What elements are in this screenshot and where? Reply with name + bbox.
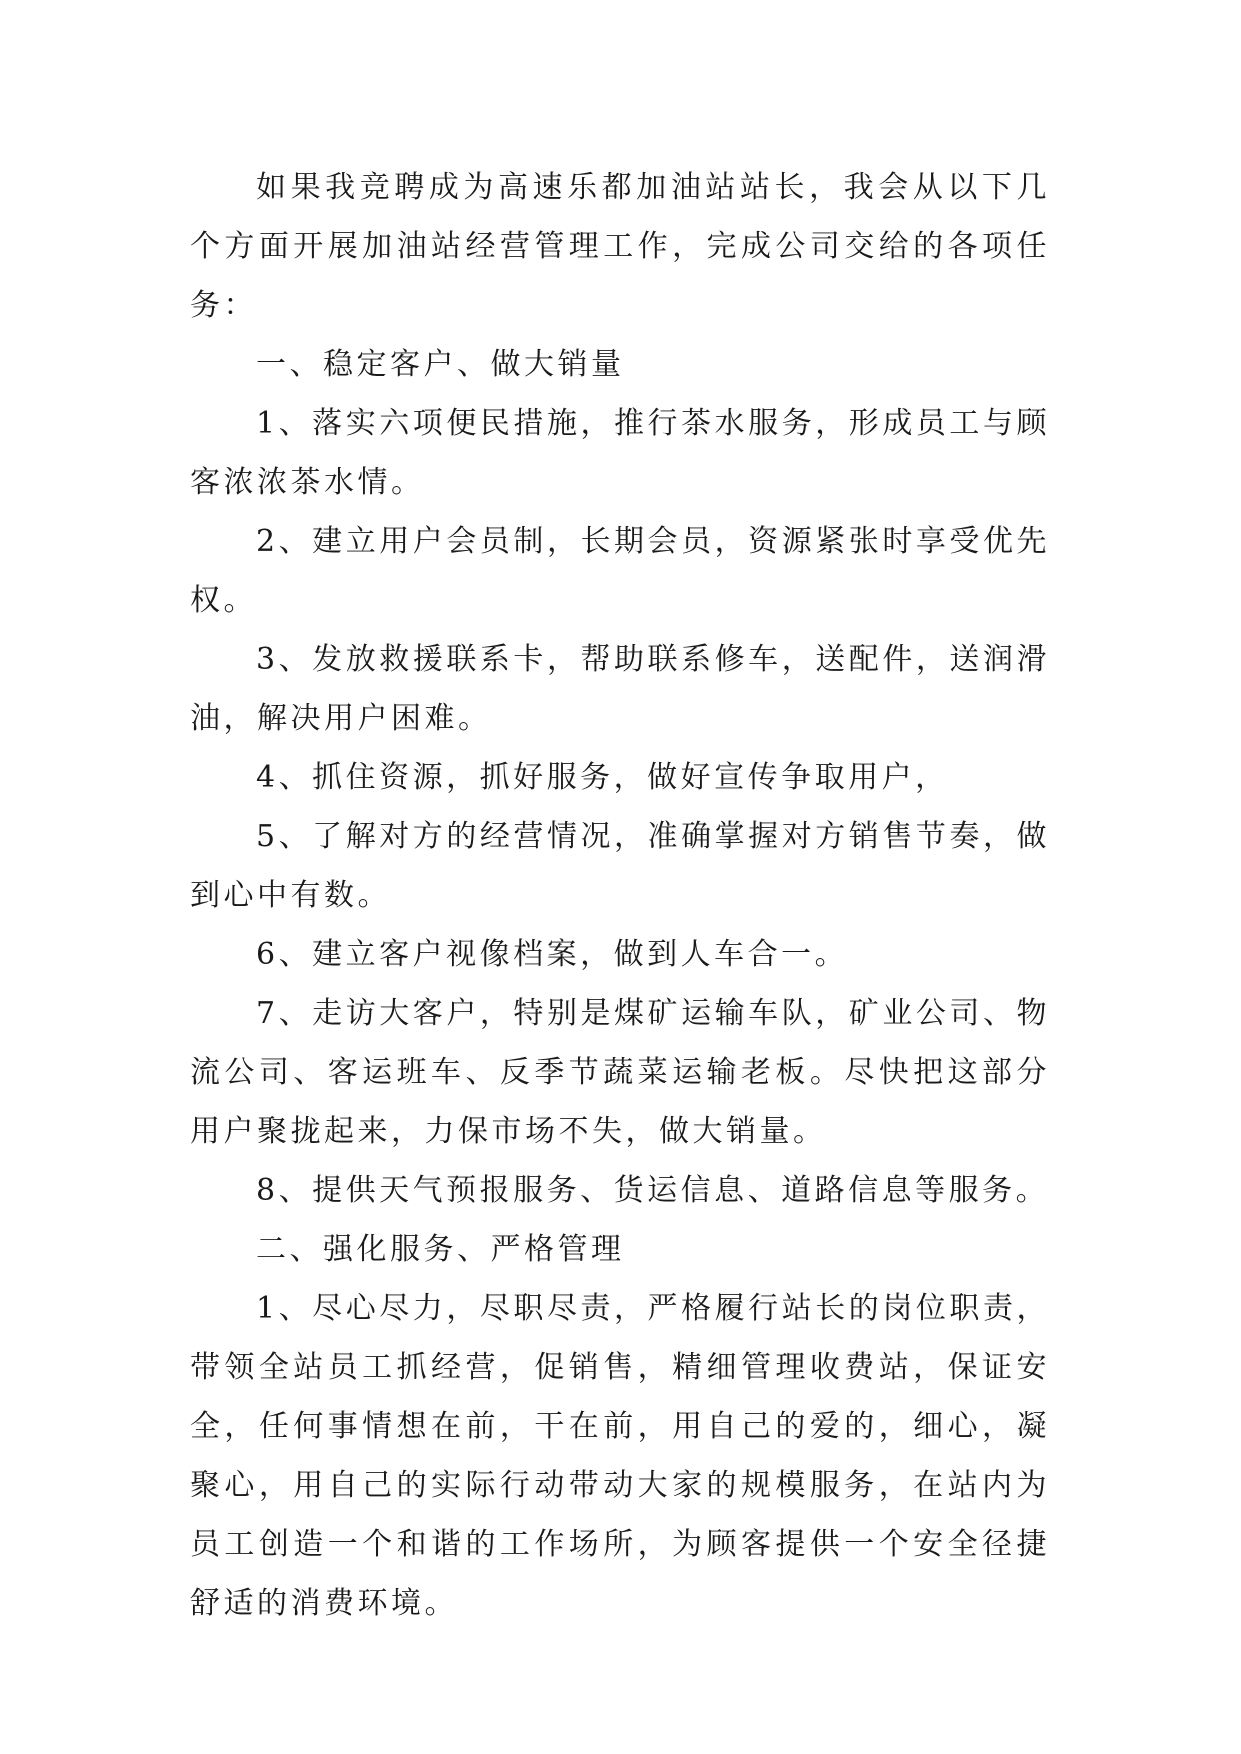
list-item: 5、了解对方的经营情况，准确掌握对方销售节奏，做到心中有数。	[190, 819, 1050, 913]
list-item: 7、走访大客户，特别是煤矿运输车队，矿业公司、物流公司、客运班车、反季节蔬菜运输老板。尽快把这部分用户聚拢起来，力保市场不失，做大销量。	[190, 996, 1050, 1149]
section-heading-2: 二、强化服务、严格管理	[256, 1232, 625, 1267]
list-item: 3、发放救援联系卡，帮助联系修车，送配件，送润滑油，解决用户困难。	[190, 642, 1050, 736]
list-item: 4、抓住资源，抓好服务，做好宣传争取用户，	[256, 760, 949, 795]
document-body	[190, 158, 1050, 1633]
list-item: 6、建立客户视像档案，做到人车合一。	[256, 937, 849, 972]
list-item: 1、落实六项便民措施，推行茶水服务，形成员工与顾客浓浓茶水情。	[190, 406, 1050, 500]
intro-paragraph: 如果我竞聘成为高速乐都加油站站长，我会从以下几个方面开展加油站经营管理工作，完成公司交给的各项任务：	[190, 170, 1050, 323]
section-heading-1: 一、稳定客户、做大销量	[256, 347, 625, 382]
list-item: 8、提供天气预报服务、货运信息、道路信息等服务。	[256, 1173, 1050, 1208]
list-item: 1、尽心尽力，尽职尽责，严格履行站长的岗位职责，带领全站员工抓经营，促销售，精细管理收费站，保证安全，任何事情想在前，干在前，用自己的爱的，细心，凝聚心，用自己的实际行动带动大家的规模服务，在站内为员工创造一个和谐的工作场所，为顾客提供一个安全径捷舒适的消费环境。	[190, 1291, 1050, 1621]
list-item: 2、建立用户会员制，长期会员，资源紧张时享受优先权。	[190, 524, 1050, 618]
